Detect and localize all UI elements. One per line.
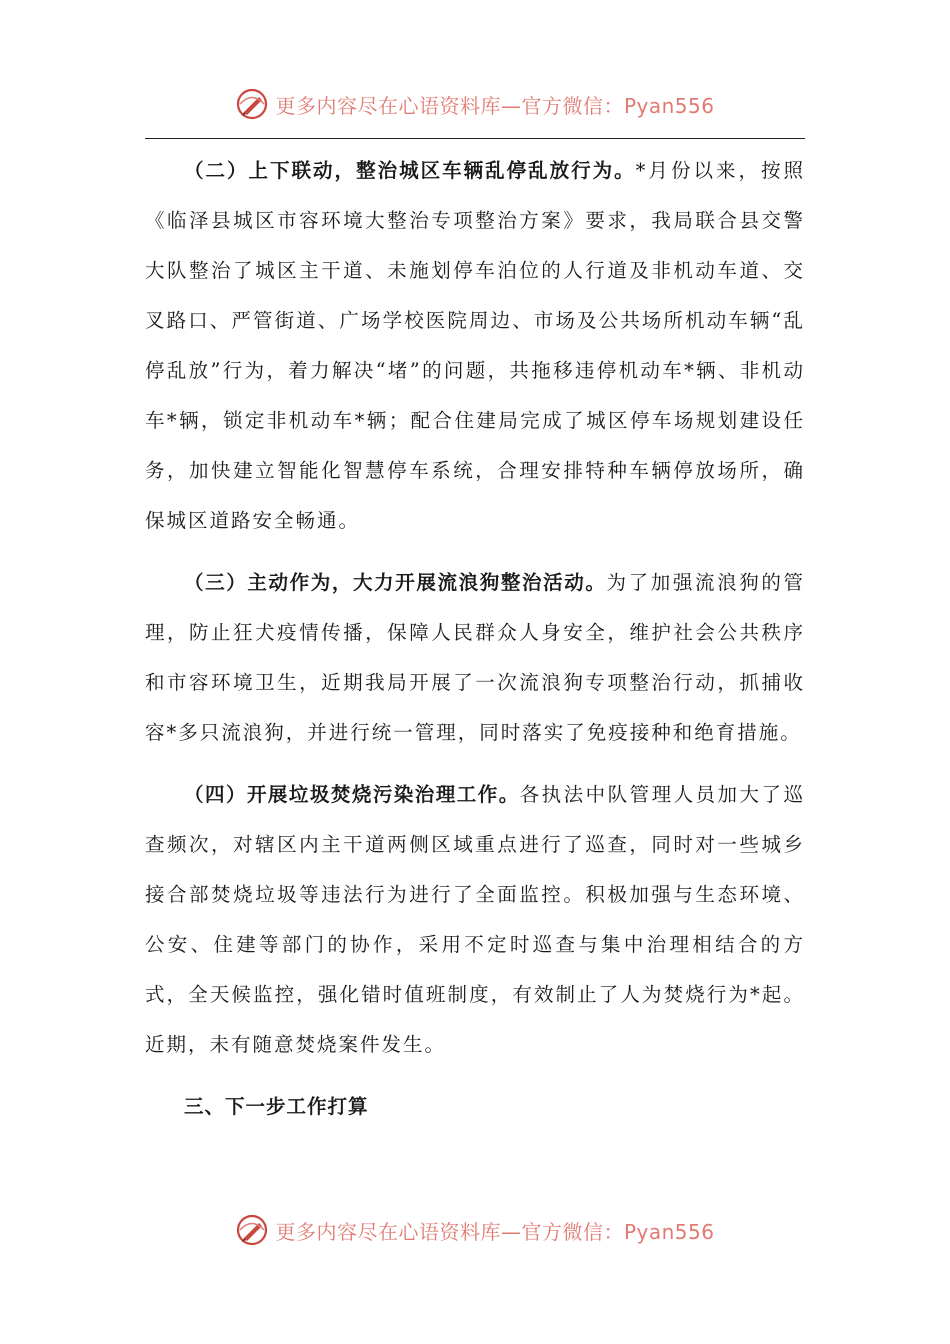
footer-banner xyxy=(0,1210,950,1250)
paragraph-body: *月份以来，按照《临泽县城区市容环境大整治专项整治方案》要求，我局联合县交警大队整治了城区主干道、未施划停车泊位的人行道及非机动车道、交叉路口、严管街道、广场学校医院周边、市场及公共场所机动车辆“乱停乱放”行为，着力解决“堵”的问题，共拖移违停机动车*辆、非机动车*辆，锁定非机动车*辆；配合住建局完成了城区停车场规划建设任务，加快建立智能化智慧停车系统，合理安排特种车辆停放场所，确保城区道路安全畅通。 xyxy=(145,159,805,532)
paragraph-lead: （二）上下联动，整治城区车辆乱停乱放行为。 xyxy=(184,159,636,182)
paragraph-lead: （三）主动作为，大力开展流浪狗整治活动。 xyxy=(184,571,607,594)
paragraph-body: 各执法中队管理人员加大了巡查频次，对辖区内主干道两侧区域重点进行了巡查，同时对一些城乡接合部焚烧垃圾等违法行为进行了全面监控。积极加强与生态环境、公安、住建等部门的协作，采用不定时巡查与集中治理相结合的方式，全天候监控，强化错时值班制度，有效制止了人为焚烧行为*起。近期，未有随意焚烧案件发生。 xyxy=(145,783,805,1056)
paragraph-vehicle-parking xyxy=(145,146,805,546)
pen-logo-icon xyxy=(235,87,269,121)
pen-logo-icon xyxy=(235,1213,269,1247)
paragraph-body: 为了加强流浪狗的管理，防止狂犬疫情传播，保障人民群众人身安全，维护社会公共秩序和市容环境卫生，近期我局开展了一次流浪狗专项整治行动，抓捕收容*多只流浪狗，并进行统一管理，同时落实了免疫接种和绝育措施。 xyxy=(145,571,805,744)
header-banner-text: 更多内容尽在心语资料库—官方微信：Pyan556 xyxy=(275,93,715,118)
document-body xyxy=(145,146,805,1132)
paragraph-stray-dogs xyxy=(145,558,805,758)
header-banner xyxy=(0,84,950,124)
paragraph-waste-burning xyxy=(145,770,805,1070)
header-divider xyxy=(145,138,805,139)
footer-banner-text: 更多内容尽在心语资料库—官方微信：Pyan556 xyxy=(275,1219,715,1244)
paragraph-lead: （四）开展垃圾焚烧污染治理工作。 xyxy=(184,783,520,806)
section-heading: 三、下一步工作打算 xyxy=(184,1095,369,1118)
